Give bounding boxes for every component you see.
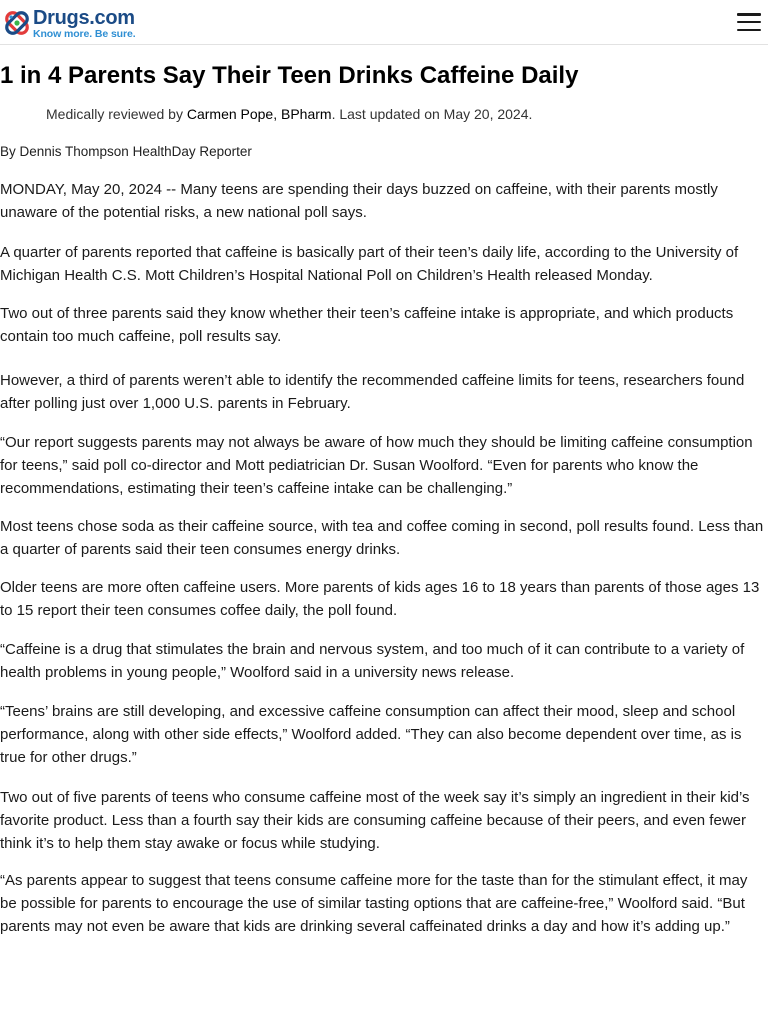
article-paragraph: “Caffeine is a drug that stimulates the brain and nervous system, and too much of it can contribute to a variety of health problems in young people,” Woolford said in a university news release.: [0, 641, 745, 681]
article-paragraph: “Our report suggests parents may not always be aware of how much they should be limiting caffeine consumption for teens,” said poll co-director and Mott pediatrician Dr. Susan Woolford. “Even for parents who know the recommendations, estimating their teen’s caffeine intake can be challenging.”: [0, 434, 753, 497]
review-prefix: Medically reviewed by: [46, 106, 187, 122]
menu-bar: [737, 21, 761, 24]
article-paragraph: However, a third of parents weren’t able to identify the recommended caffeine limits for teens, researchers found after polling just over 1,000 U.S. parents in February.: [0, 372, 745, 412]
site-logo[interactable]: [2, 8, 136, 38]
logo-tagline: Know more. Be sure.: [33, 28, 136, 40]
article-paragraph: Two out of five parents of teens who consume caffeine most of the week say it’s simply an ingredient in their kid’s favorite product. Less than a fourth say their kids are consuming caffeine because of their peers, and even fewer think it’s to help them stay awake or focus while studying.: [0, 789, 750, 852]
logo-text: [33, 8, 136, 40]
article-paragraph: Two out of three parents said they know whether their teen’s caffeine intake is appropriate, and which products contain too much caffeine, poll results say.: [0, 305, 734, 345]
article-paragraph: Older teens are more often caffeine users. More parents of kids ages 16 to 18 years than parents of those ages 13 to 15 report their teen consumes coffee daily, the poll found.: [0, 579, 760, 619]
hamburger-menu-icon[interactable]: [737, 13, 761, 31]
site-header: [0, 0, 768, 45]
article-paragraph: “As parents appear to suggest that teens consume caffeine more for the taste than for the stimulant effect, it may be possible for parents to encourage the use of similar tasting options that are caffeine-free,” Woolford said. “But parents may not even be aware that kids are drinking several caffeinated drinks a day and how it’s adding up.”: [0, 872, 748, 935]
drugs-com-pill-logo-icon: [2, 8, 32, 38]
article-paragraph: A quarter of parents reported that caffeine is basically part of their teen’s daily life, according to the University of Michigan Health C.S. Mott Children’s Hospital National Poll on Children’s Health released Monday.: [0, 244, 739, 284]
review-suffix: . Last updated on May 20, 2024.: [331, 106, 533, 122]
article: [0, 61, 768, 938]
article-paragraph: MONDAY, May 20, 2024 -- Many teens are spending their days buzzed on caffeine, with their parents mostly unaware of the potential risks, a new national poll says.: [0, 181, 718, 221]
logo-name: Drugs.com: [33, 7, 135, 29]
article-paragraph: Most teens chose soda as their caffeine source, with tea and coffee coming in second, poll results found. Less than a quarter of parents said their teen consumes energy drinks.: [0, 518, 764, 558]
article-title: 1 in 4 Parents Say Their Teen Drinks Caffeine Daily: [0, 62, 579, 89]
byline: By Dennis Thompson HealthDay Reporter: [0, 144, 252, 159]
article-paragraph: “Teens’ brains are still developing, and excessive caffeine consumption can affect their mood, sleep and school performance, along with other side effects,” Woolford added. “They can also become dependent over time, as is true for other drugs.”: [0, 703, 742, 766]
article-body: [0, 178, 768, 938]
menu-bar: [737, 29, 761, 32]
menu-bar: [737, 13, 761, 16]
medical-review-line: [46, 105, 768, 123]
reviewer-link[interactable]: Carmen Pope, BPharm: [186, 106, 332, 122]
